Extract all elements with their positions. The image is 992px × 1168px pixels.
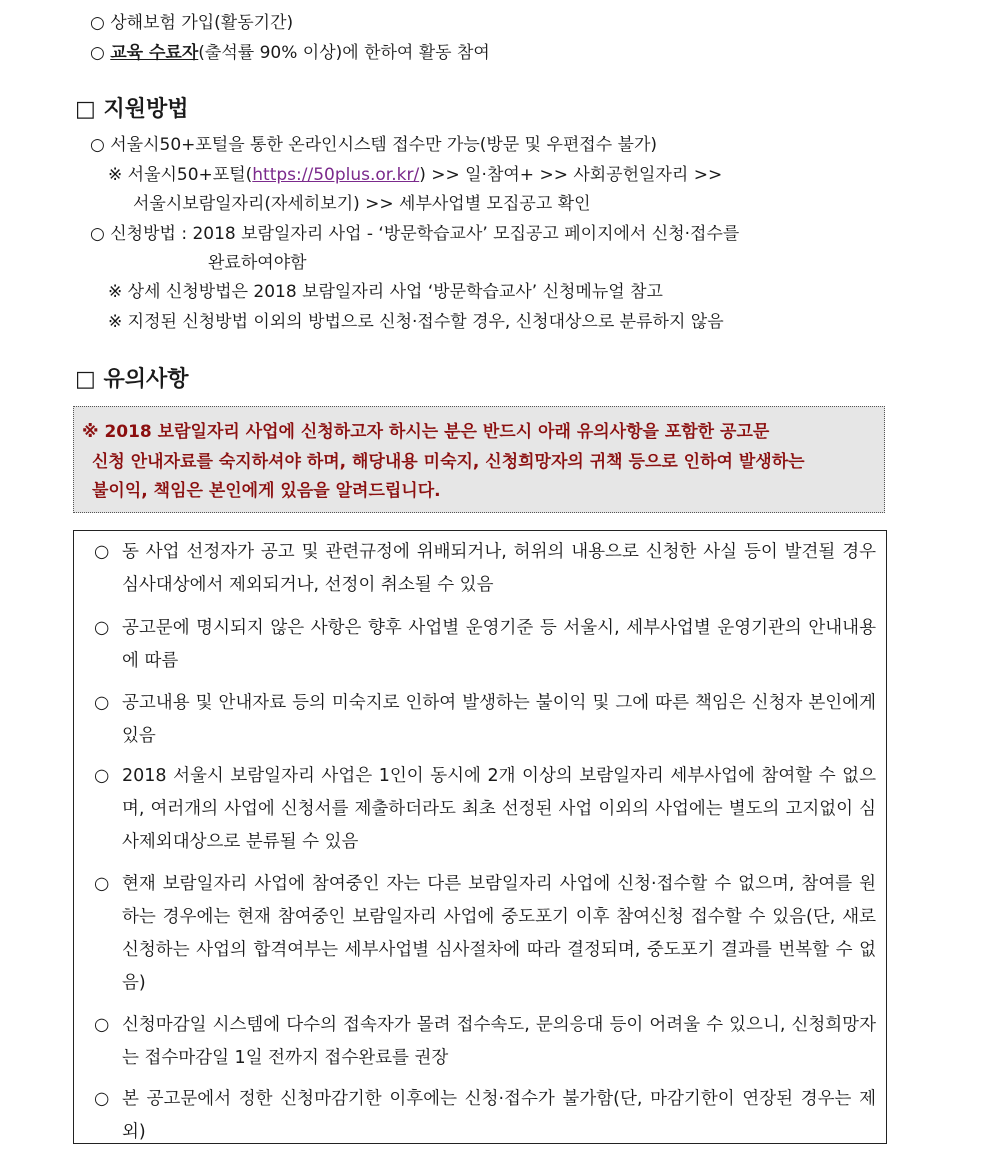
notice-line: ※ 2018 보람일자리 사업에 신청하고자 하시는 분은 반드시 아래 유의사항을 포함한 공고문 [82,422,770,442]
list-item [94,612,876,678]
list-item-text: 신청마감일 시스템에 다수의 접속자가 몰려 접수속도, 문의응대 등이 어려울 수 있으니, 신청희망자는 접수마감일 1일 전까지 접수완료를 권장 [122,1015,876,1068]
list-item-text: 현재 보람일자리 사업에 참여중인 자는 다른 보람일자리 사업에 신청·접수할 수 없으며, 참여를 원하는 경우에는 현재 참여중인 보람일자리 사업에 중도포기 이후 참여신청 접수할 수 있음(단, 새로 신청하는 사업의 합격여부는 세부사업별 심사절차에 따라 결정되며, 중도포기 결과를 번복할 수 없음) [122,874,876,993]
apply-method: ○ 신청방법 : 2018 보람일자리 사업 - ‘방문학습교사’ 모집공고 페이지에서 신청·접수를 [90,224,740,244]
notes-list [73,530,887,1144]
section-heading-apply: □ 지원방법 [75,97,189,122]
notice-line: 신청 안내자료를 숙지하셔야 하며, 해당내용 미숙지, 신청희망자의 귀책 등으로 인하여 발생하는 [92,452,805,472]
section-heading-notes: □ 유의사항 [75,367,189,392]
apply-method-cont: 완료하여야함 [208,253,307,273]
list-item [94,1009,876,1075]
list-item [94,536,876,602]
list-item [94,868,876,1000]
circle-bullet-icon: ○ [94,1089,110,1109]
circle-bullet-icon: ○ [94,542,110,562]
portal-link[interactable]: https://50plus.or.kr/ [252,165,420,185]
list-item-text: 2018 서울시 보람일자리 사업은 1인이 동시에 2개 이상의 보람일자리 세부사업에 참여할 수 없으며, 여러개의 사업에 신청서를 제출하더라도 최초 선정된 사업 이외의 사업에는 별도의 고지없이 심사제외대상으로 분류될 수 있음 [122,766,876,852]
training-completer-emphasis: 교육 수료자 [110,43,199,63]
apply-online-only: ○ 서울시50+포털을 통한 온라인시스템 접수만 가능(방문 및 우편접수 불가) [90,135,658,155]
circle-bullet-icon: ○ [94,1015,110,1035]
list-item [94,687,876,753]
list-item-text: 공고문에 명시되지 않은 사항은 향후 사업별 운영기준 등 서울시, 세부사업별 운영기관의 안내내용에 따름 [122,618,876,671]
list-item-text: 본 공고문에서 정한 신청마감기한 이후에는 신청·접수가 불가함(단, 마감기한이 연장된 경우는 제외) [122,1089,876,1142]
apply-portal-path [108,164,722,186]
circle-bullet-icon: ○ [94,693,110,713]
notice-line: 불이익, 책임은 본인에게 있음을 알려드립니다. [92,481,441,501]
list-item [94,760,876,859]
circle-bullet-icon: ○ [94,618,110,638]
bullet: ○ [90,43,111,63]
apply-portal-path-cont: 서울시보람일자리(자세히보기) >> 세부사업별 모집공고 확인 [133,194,591,214]
training-completer-detail: (출석률 90% 이상)에 한하여 활동 참여 [198,43,490,63]
notice-box [73,406,885,513]
circle-bullet-icon: ○ [94,874,110,894]
circle-bullet-icon: ○ [94,766,110,786]
list-item-text: 동 사업 선정자가 공고 및 관련규정에 위배되거나, 허위의 내용으로 신청한 사실 등이 발견될 경우 심사대상에서 제외되거나, 선정이 취소될 수 있음 [122,542,876,595]
list-item [94,1083,876,1149]
list-item-text: 공고내용 및 안내자료 등의 미숙지로 인하여 발생하는 불이익 및 그에 따른 책임은 신청자 본인에게 있음 [122,693,876,746]
portal-path-prefix: ※ 서울시50+포털( [108,165,253,185]
eligibility-training [90,42,490,64]
apply-exclusion-note: ※ 지정된 신청방법 이외의 방법으로 신청·접수할 경우, 신청대상으로 분류하지 않음 [108,312,724,332]
apply-manual-note: ※ 상세 신청방법은 2018 보람일자리 사업 ‘방문학습교사’ 신청메뉴얼 참고 [108,282,663,302]
eligibility-insurance: ○ 상해보험 가입(활동기간) [90,13,294,33]
portal-path-suffix: ) >> 일·참여+ >> 사회공헌일자리 >> [419,165,723,185]
